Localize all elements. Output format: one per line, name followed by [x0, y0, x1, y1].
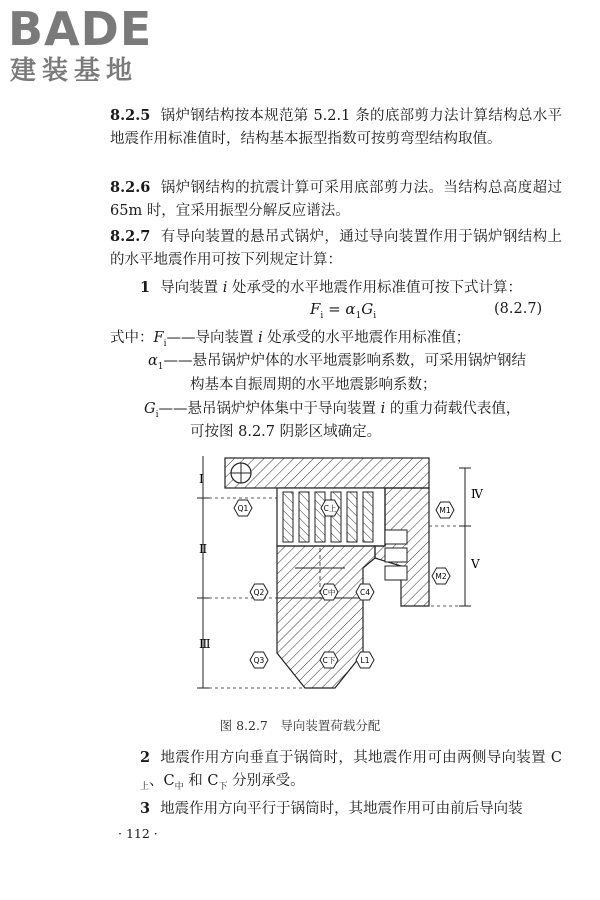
svg-text:C4: C4: [359, 588, 371, 597]
defs-intro: 式中：: [110, 330, 154, 346]
section-8-2-7: [110, 225, 562, 272]
item-2: [140, 746, 562, 799]
svg-text:M2: M2: [435, 572, 447, 581]
section-text: 锅炉钢结构的抗震计算可采用底部剪力法。当结构总高度超过 65m 时，宜采用振型分解反应谱法。: [110, 180, 562, 219]
section-text: 有导向装置的悬吊式锅炉，通过导向装置作用于锅炉钢结构上的水平地震作用可按下列规定计算：: [110, 229, 562, 268]
item-text: 分别承受。: [227, 773, 305, 789]
item-text: 、C: [149, 773, 175, 789]
item-text: 和 C: [183, 773, 219, 789]
roman-left-2: Ⅱ: [199, 542, 208, 556]
logo-brand: BADE: [8, 2, 153, 56]
hex-c-upper: [321, 500, 339, 516]
item-text: 地震作用方向平行于锅筒时，其地震作用可由前后导向装: [160, 801, 523, 817]
item-sub: 下: [218, 781, 228, 792]
svg-text:L1: L1: [360, 656, 370, 665]
def-text: ——悬吊锅炉炉体集中于导向装置: [158, 401, 381, 417]
section-number: 8.2.7: [110, 228, 151, 245]
svg-text:Q3: Q3: [253, 656, 265, 665]
def-variable: i: [258, 330, 263, 346]
hex-c-middle: [320, 584, 338, 600]
hex-l1: [356, 652, 374, 668]
hex-m2: [432, 568, 450, 584]
item-number: 1: [140, 279, 151, 296]
item-sub: 上: [140, 781, 150, 792]
hex-c4: [356, 584, 374, 600]
def-text: ——悬吊锅炉炉体的水平地震影响系数，可采用锅炉钢结: [163, 353, 527, 369]
formula-sub: i: [320, 311, 324, 321]
item-text: 地震作用方向垂直于锅筒时，其地震作用可由两侧导向装置 C: [160, 750, 562, 766]
svg-text:Q1: Q1: [237, 504, 249, 513]
hex-q3: [250, 652, 268, 668]
def-sub: i: [163, 338, 167, 349]
formula-sub: i: [373, 311, 377, 321]
roman-right-2: Ⅴ: [471, 557, 480, 571]
bade-logo: [8, 4, 178, 90]
def-line-2b: 构基本自振周期的水平地震影响系数；: [190, 377, 437, 393]
section-number: 8.2.6: [110, 179, 151, 196]
formula-8-2-7: [310, 300, 376, 321]
item-number: 3: [140, 800, 151, 817]
roman-right-1: Ⅳ: [471, 487, 483, 501]
formula-lhs: F: [310, 300, 321, 318]
formula-eq: =: [323, 300, 346, 318]
item-1: [140, 276, 562, 300]
guide-load-diagram: [195, 448, 485, 708]
formula-rhs2: G: [361, 300, 374, 318]
section-8-2-6: [110, 176, 562, 223]
formula-sub: 1: [355, 311, 362, 321]
svg-text:M1: M1: [439, 506, 451, 515]
hex-q1: [234, 500, 252, 516]
def-text: 的重力荷载代表值，: [385, 401, 521, 417]
svg-text:C下: C下: [322, 656, 336, 665]
def-text: 处承受的水平地震作用标准值；: [262, 330, 471, 346]
item-number: 2: [140, 749, 151, 766]
section-number: 8.2.5: [110, 107, 151, 124]
def-symbol: F: [153, 330, 164, 346]
def-symbol: α: [148, 353, 158, 369]
page-number: · 112 ·: [118, 826, 158, 841]
logo-subtitle: 建装基地: [10, 56, 139, 86]
item-text: 导向装置: [160, 280, 223, 296]
hex-c-lower: [320, 652, 338, 668]
item-sub: 中: [174, 781, 184, 792]
section-8-2-5: [110, 104, 562, 151]
formula-number: (8.2.7): [494, 301, 543, 317]
def-line-3b: 可按图 8.2.7 阴影区域确定。: [190, 424, 382, 440]
formula-rhs: α: [345, 300, 356, 318]
def-text: ——导向装置: [166, 330, 259, 346]
item-variable: i: [222, 280, 228, 296]
def-symbol: G: [144, 401, 156, 417]
top-beam: [225, 458, 429, 488]
svg-text:C上: C上: [323, 504, 337, 513]
item-text: 处承受的水平地震作用标准值可按下式计算：: [227, 280, 522, 296]
roman-left-1: Ⅰ: [199, 472, 204, 486]
def-sub: i: [155, 409, 159, 420]
hex-m1: [436, 502, 454, 518]
section-text: 锅炉钢结构按本规范第 5.2.1 条的底部剪力法计算结构总水平地震作用标准值时，结构基本振型指数可按剪弯型结构取值。: [110, 108, 562, 147]
svg-text:C中: C中: [322, 588, 336, 597]
item-3: [140, 797, 562, 821]
def-variable: i: [380, 401, 386, 417]
svg-text:Q2: Q2: [253, 588, 265, 597]
roman-left-3: Ⅲ: [199, 637, 211, 651]
figure-caption: 图 8.2.7 导向装置荷载分配: [219, 718, 381, 733]
def-sub: 1: [157, 361, 164, 372]
hex-q2: [250, 584, 268, 600]
